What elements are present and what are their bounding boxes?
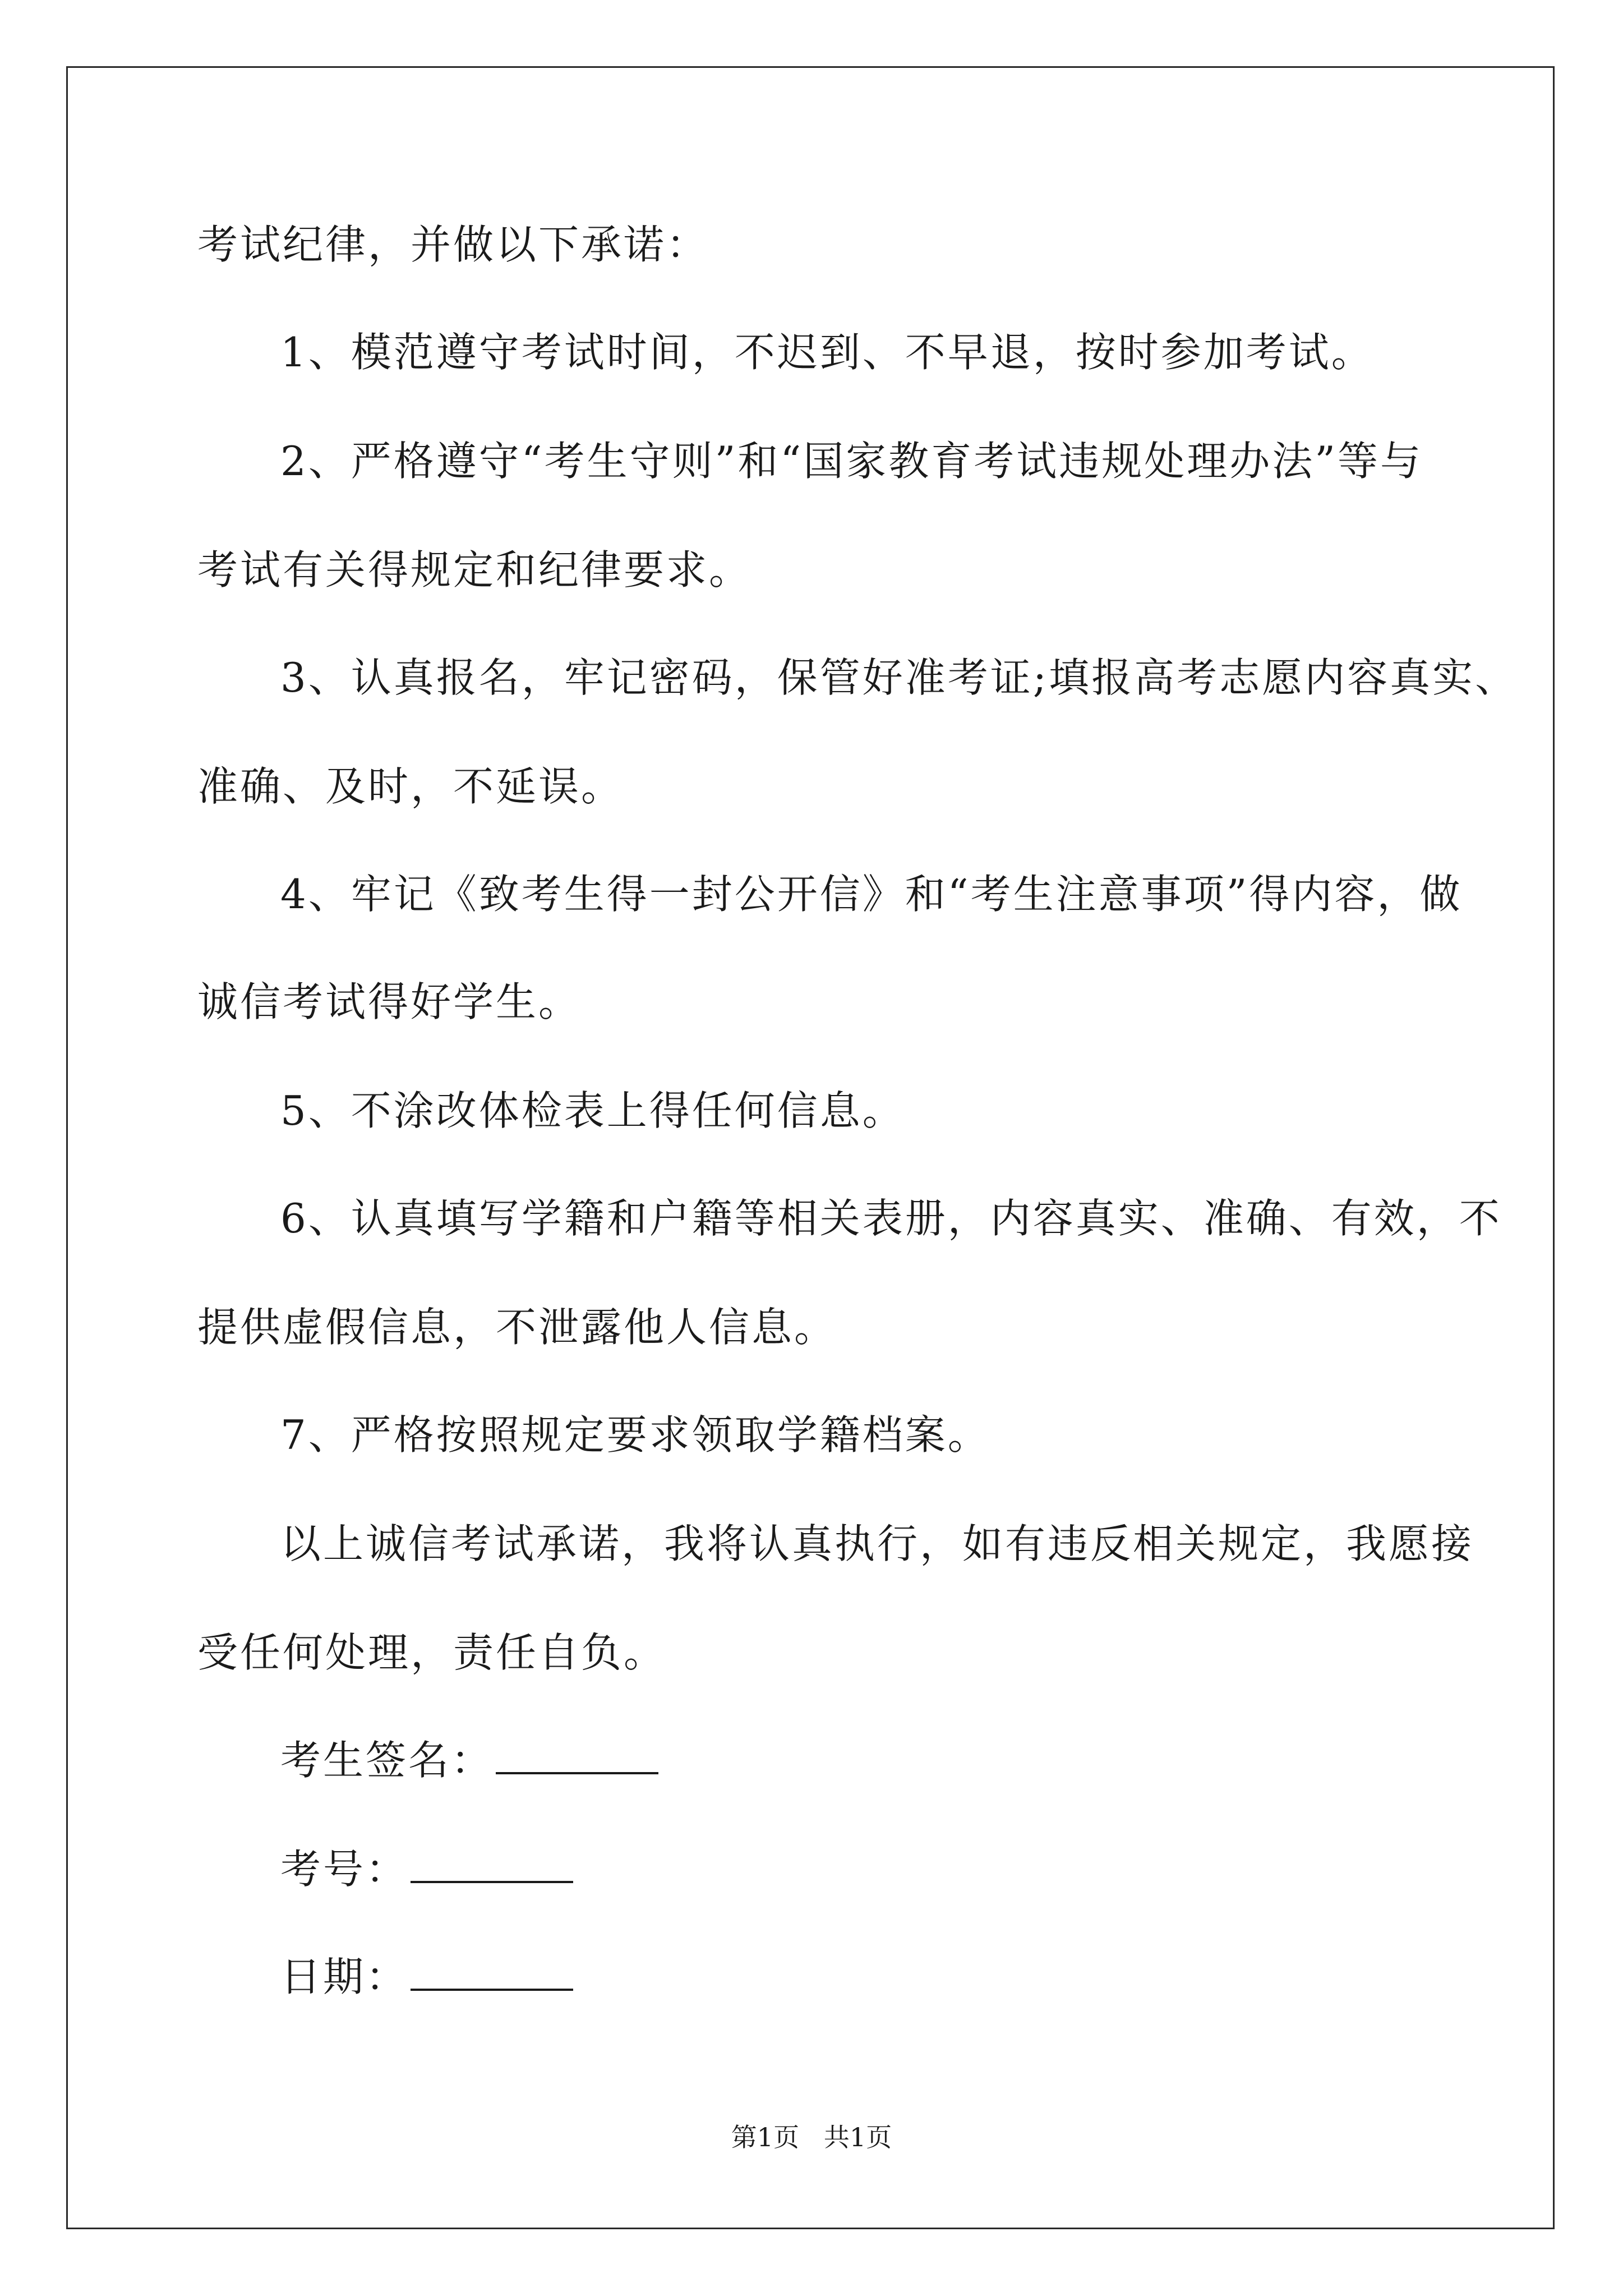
item-6-line-2: 提供虚假信息，不泄露他人信息。 (197, 1304, 837, 1351)
closing-line-1: 以上诚信考试承诺，我将认真执行，如有违反相关规定，我愿接 (280, 1520, 1474, 1567)
date-label: 日期： (280, 1953, 409, 2000)
date-blank[interactable] (411, 1952, 573, 1991)
item-4-line-1: 4、牢记《致考生得一封公开信》和“考生注意事项”得内容，做 (280, 871, 1463, 918)
signature-name-row (280, 1733, 658, 1787)
signature-name-label: 考生签名： (280, 1737, 494, 1784)
item-2-line-2: 考试有关得规定和纪律要求。 (197, 546, 752, 593)
item-3-line-2: 准确、及时，不延误。 (197, 763, 624, 810)
signature-name-blank[interactable] (496, 1735, 658, 1774)
item-7: 7、严格按照规定要求领取学籍档案。 (280, 1411, 990, 1458)
closing-line-2: 受任何处理，责任自负。 (197, 1629, 667, 1676)
item-3-line-1: 3、认真报名，牢记密码，保管好准考证;填报高考志愿内容真实、 (280, 654, 1518, 701)
item-2-line-1: 2、严格遵守“考生守则”和“国家教育考试违规处理办法”等与 (280, 438, 1423, 485)
item-5: 5、不涂改体检表上得任何信息。 (280, 1087, 905, 1134)
exam-number-row (280, 1842, 573, 1896)
page-border (66, 66, 1555, 2229)
exam-number-label: 考号： (280, 1846, 409, 1893)
page-number: 第1页 共1页 (731, 2122, 892, 2152)
item-6-line-1: 6、认真填写学籍和户籍等相关表册，内容真实、准确、有效，不 (280, 1195, 1502, 1242)
item-1: 1、模范遵守考试时间，不迟到、不早退，按时参加考试。 (280, 329, 1374, 376)
item-4-line-2: 诚信考试得好学生。 (197, 978, 582, 1025)
exam-number-blank[interactable] (411, 1844, 573, 1883)
date-row (280, 1950, 573, 2004)
text-line: 考试纪律，并做以下承诺： (197, 221, 709, 268)
